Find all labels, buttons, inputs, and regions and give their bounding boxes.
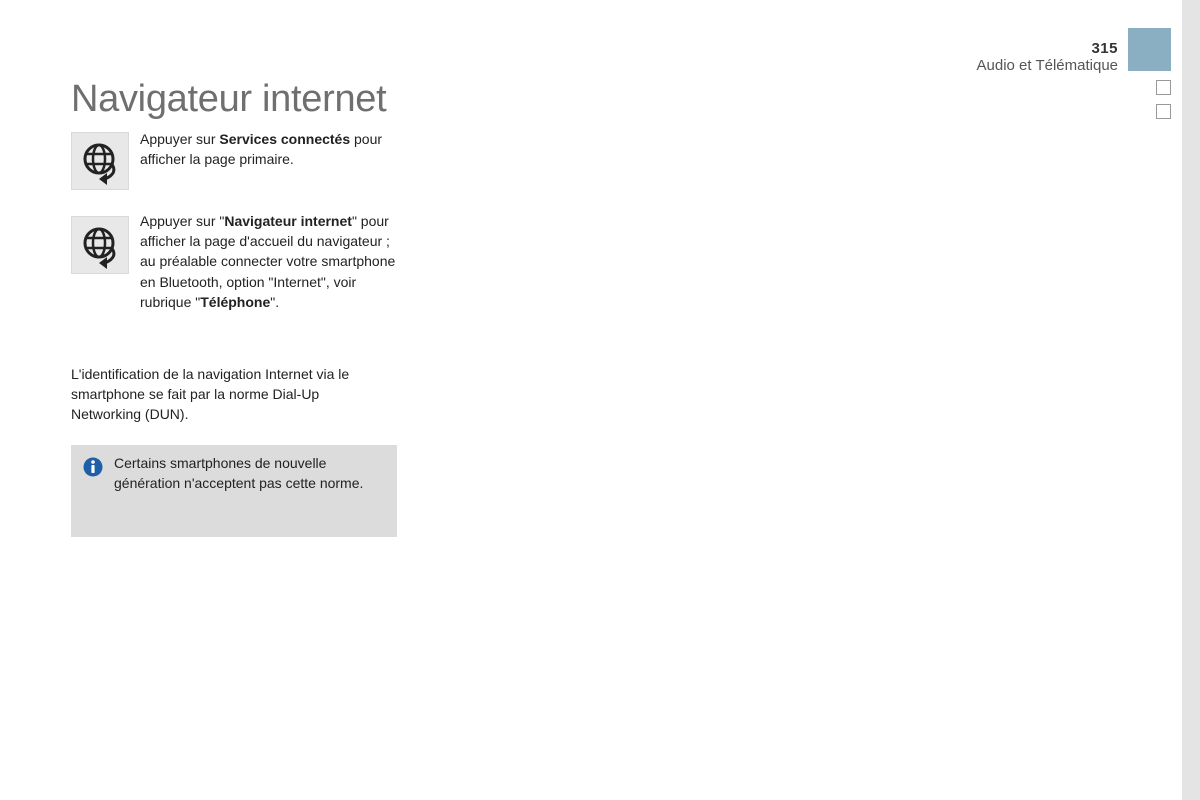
step-text: " pour afficher la page d'accueil du navigateur ; au préalable connecter votre smartphone en Bluetooth, option "Internet", voir rubrique " — [140, 213, 396, 310]
chapter-tab-marker — [1156, 104, 1171, 119]
note-text: Certains smartphones de nouvelle génération n'acceptent pas cette norme. — [114, 455, 364, 492]
globe-arrow-icon — [79, 223, 123, 269]
step-highlight: Téléphone — [200, 293, 271, 310]
step-text: Appuyer sur " — [140, 213, 225, 229]
services-icon-tile — [71, 132, 129, 190]
info-icon — [83, 457, 103, 477]
page-title: Navigateur internet — [71, 78, 387, 120]
step-highlight: Services connectés — [219, 131, 351, 147]
dun-paragraph: L'identification de la navigation Internet via le smartphone se fait par la norme Dial-Up Networking (DUN). — [71, 366, 350, 423]
page-edge-strip — [1182, 0, 1200, 800]
step-text: Appuyer sur — [140, 131, 220, 147]
step-highlight: Navigateur internet — [224, 213, 352, 229]
globe-arrow-icon — [79, 139, 123, 185]
page-number: 315 — [1091, 40, 1118, 57]
info-note-box — [71, 445, 397, 537]
instruction-step-1 — [140, 129, 400, 169]
browser-icon-tile — [71, 216, 129, 274]
step-text: pour afficher la page primaire. — [140, 131, 383, 168]
chapter-color-block — [1128, 28, 1171, 71]
step-text: ". — [270, 293, 280, 310]
section-label: Audio et Télématique — [976, 57, 1118, 74]
chapter-tab-marker — [1156, 80, 1171, 95]
instruction-step-2 — [140, 211, 400, 312]
